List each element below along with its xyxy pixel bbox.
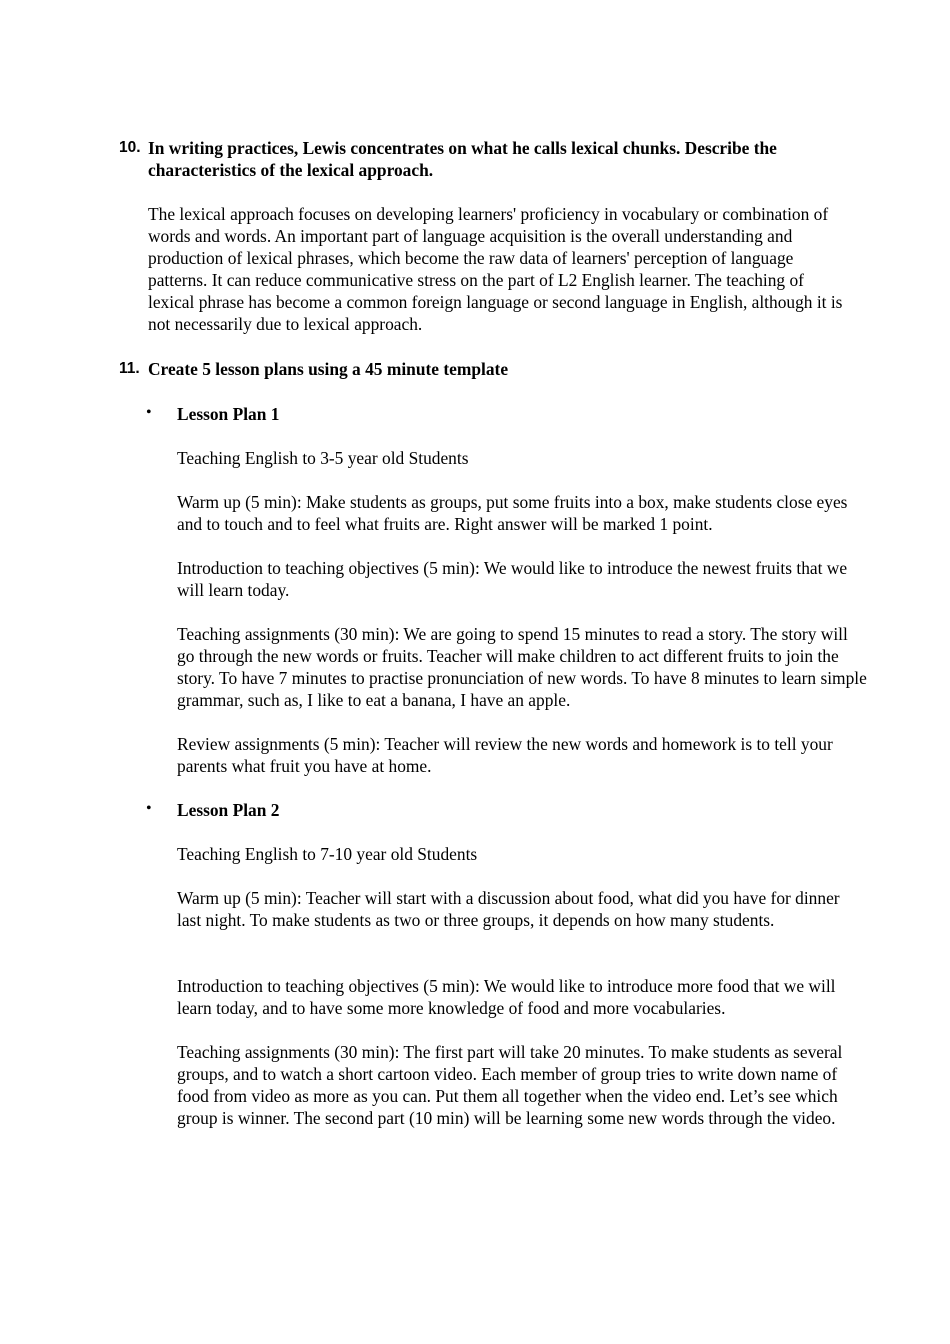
question-11-number: 11.: [119, 360, 140, 377]
question-10-text: In writing practices, Lewis concentrates on what he calls lexical chunks. Describe the characteristics of the lexical approach.: [148, 138, 777, 180]
question-11-text: Create 5 lesson plans using a 45 minute template: [148, 359, 509, 379]
lesson-plan-1-subtitle: Teaching English to 3-5 year old Students: [177, 448, 469, 468]
question-10-number: 10.: [119, 139, 141, 156]
lesson-plan-1-teaching-assignments: Teaching assignments (30 min): We are going to spend 15 minutes to read a story. The story will go through the new words or fruits. Teacher will make children to act different fruits to join the story. To have 7 minutes to practise pronunciation of new words. To have 8 minutes to learn simple grammar, such as, I like to eat a banana, I have an apple.: [177, 624, 867, 710]
lesson-plan-2-teaching-assignments: Teaching assignments (30 min): The first part will take 20 minutes. To make students as several groups, and to watch a short cartoon video. Each member of group tries to write down name of food from video as more as you can. Put them all together when the video end. Let’s see which group is winner. The second part (10 min) will be learning some new words through the video.: [177, 1042, 843, 1128]
lesson-plan-2-subtitle: Teaching English to 7-10 year old Students: [177, 844, 478, 864]
lesson-plan-2-introduction: Introduction to teaching objectives (5 min): We would like to introduce more food that we will learn today, and to have some more knowledge of food and more vocabularies.: [177, 976, 836, 1018]
bullet-icon: •: [146, 404, 152, 421]
lesson-plan-1-review: Review assignments (5 min): Teacher will review the new words and homework is to tell your parents what fruit you have at home.: [177, 734, 833, 776]
question-10-answer: The lexical approach focuses on developing learners' proficiency in vocabulary or combination of words and words. An important part of language acquisition is the overall understanding and production of lexical phrases, which become the raw data of learners' perception of language patterns. It can reduce communicative stress on the part of L2 English learner. The teaching of lexical phrase has become a common foreign language or second language in English, although it is not necessarily due to lexical approach.: [148, 204, 843, 334]
lesson-plan-1-introduction: Introduction to teaching objectives (5 min): We would like to introduce the newest fruits that we will learn today.: [177, 558, 848, 600]
question-11-heading: [119, 358, 868, 380]
lesson-plan-2-warm-up: Warm up (5 min): Teacher will start with a discussion about food, what did you have for dinner last night. To make students as two or three groups, it depends on how many students.: [177, 888, 840, 930]
bullet-icon: •: [146, 800, 152, 817]
question-10-heading: [119, 137, 868, 181]
lesson-plan-1-title: Lesson Plan 1: [177, 404, 280, 424]
lesson-plan-1-warm-up: Warm up (5 min): Make students as groups, put some fruits into a box, make students close eyes and to touch and to feel what fruits are. Right answer will be marked 1 point.: [177, 492, 848, 534]
lesson-plan-2-title: Lesson Plan 2: [177, 800, 280, 820]
